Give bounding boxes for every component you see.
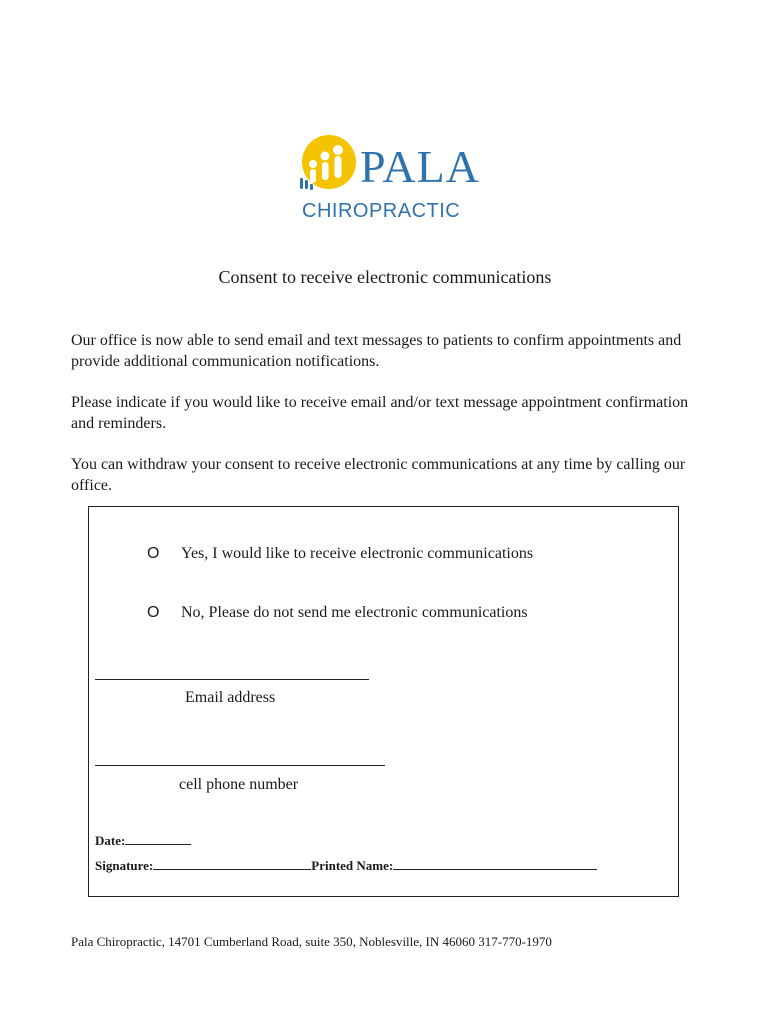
logo-name-pala: PALA xyxy=(360,141,480,192)
date-row xyxy=(95,833,191,849)
consent-form-box xyxy=(88,506,679,897)
signature-field-line[interactable] xyxy=(153,858,311,870)
instruction-paragraph: Please indicate if you would like to receive email and/or text message appointment confirmation and reminders. xyxy=(71,394,689,432)
phone-field-line[interactable] xyxy=(95,765,385,766)
option-no xyxy=(147,603,528,623)
option-yes xyxy=(147,544,533,564)
logo-name-chiropractic: CHIROPRACTIC xyxy=(302,200,461,222)
withdraw-paragraph: You can withdraw your consent to receive electronic communications at any time by calling our office. xyxy=(71,456,686,494)
option-yes-radio[interactable]: O xyxy=(147,545,160,562)
footer-address: Pala Chiropractic, 14701 Cumberland Road, suite 350, Noblesville, IN 46060 317-770-1970 xyxy=(71,934,552,949)
email-caption: Email address xyxy=(185,689,276,706)
intro-paragraph: Our office is now able to send email and text messages to patients to confirm appointments and provide additional communication notifications. xyxy=(71,332,682,370)
date-field-line[interactable] xyxy=(125,833,191,845)
printed-name-label: Printed Name: xyxy=(311,858,394,873)
email-field-line[interactable] xyxy=(95,679,369,680)
date-label: Date: xyxy=(95,833,126,848)
pala-chiropractic-logo xyxy=(296,134,480,226)
phone-caption: cell phone number xyxy=(179,776,299,793)
signature-label: Signature: xyxy=(95,858,154,873)
option-yes-label: Yes, I would like to receive electronic communications xyxy=(181,545,534,562)
document-title: Consent to receive electronic communications xyxy=(218,267,552,287)
option-no-radio[interactable]: O xyxy=(147,604,160,621)
signature-row xyxy=(95,858,597,874)
sun-figures-icon xyxy=(296,134,358,196)
printed-name-field-line[interactable] xyxy=(393,858,597,870)
option-no-label: No, Please do not send me electronic communications xyxy=(181,604,528,621)
